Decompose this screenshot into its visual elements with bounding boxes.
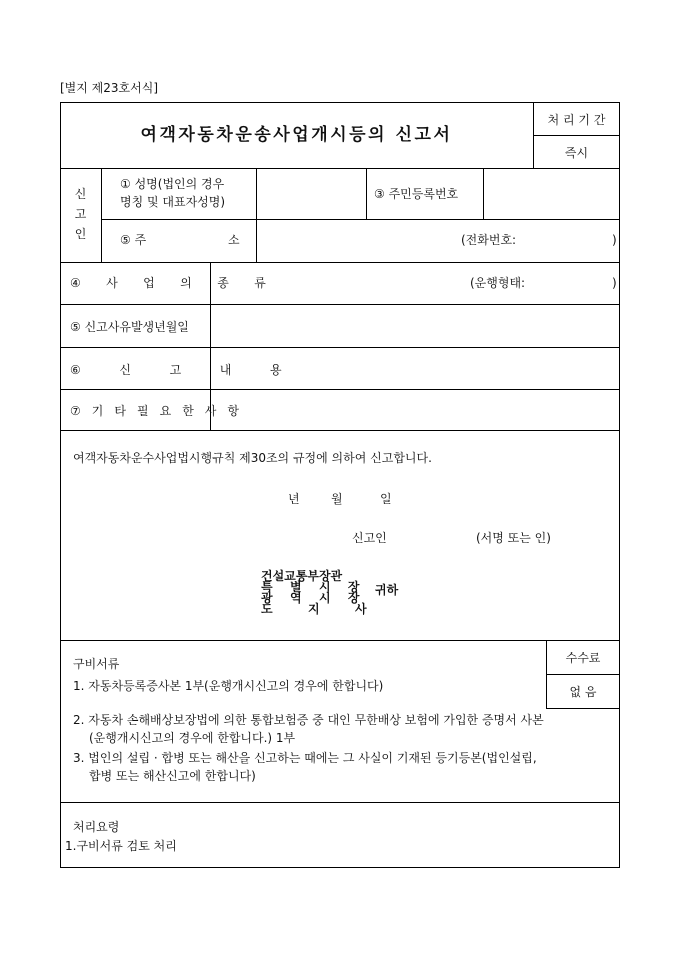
divider bbox=[60, 802, 620, 803]
name-label-cont: 명칭 및 대표자성명) bbox=[120, 195, 226, 209]
date-month: 월 bbox=[331, 492, 343, 506]
applicant-label-3: 인 bbox=[74, 227, 87, 241]
form-code: [별지 제23호서식] bbox=[60, 81, 158, 95]
procedure-heading: 처리요령 bbox=[73, 820, 120, 834]
phone-close: ) bbox=[612, 233, 617, 247]
address-label-end: 소 bbox=[228, 233, 240, 247]
processing-period-label: 처 리 기 간 bbox=[547, 113, 606, 127]
document-item-2: 2. 자동차 손해배상보장법에 의한 통합보험증 중 대인 무한배상 보험에 가입한 증명서 사본 bbox=[73, 713, 544, 727]
documents-heading: 구비서류 bbox=[73, 657, 120, 671]
divider bbox=[60, 304, 620, 305]
procedure-item-1: 1.구비서류 검토 처리 bbox=[65, 839, 177, 853]
applicant-label-1: 신 bbox=[74, 187, 87, 201]
rrn-label: ③ 주민등록번호 bbox=[374, 187, 459, 201]
date-year: 년 bbox=[288, 492, 300, 506]
divider bbox=[60, 430, 620, 431]
operation-label: (운행형태: bbox=[470, 276, 526, 290]
authority-governor: 도 지 사 bbox=[261, 602, 383, 616]
divider bbox=[366, 168, 367, 219]
fee-value: 없 음 bbox=[569, 685, 597, 699]
divider bbox=[60, 347, 620, 348]
authority-minister: 건설교통부장관 bbox=[261, 569, 343, 583]
date-label: ⑤ 신고사유발생년월일 bbox=[70, 320, 189, 334]
other-label: ⑦ 기 타 필 요 한 사 항 bbox=[70, 404, 243, 418]
date-day: 일 bbox=[380, 492, 392, 506]
divider bbox=[546, 674, 620, 675]
document-item-3: 3. 법인의 설립 · 합병 또는 해산을 신고하는 때에는 그 사실이 기재된 등기등본(법인설립, bbox=[73, 751, 537, 765]
phone-label: (전화번호: bbox=[461, 233, 517, 247]
signature-label: (서명 또는 인) bbox=[476, 531, 551, 545]
authority-metro-city: 광 역 시 장 bbox=[261, 591, 367, 605]
divider bbox=[60, 168, 620, 169]
reporter-label: 신고인 bbox=[352, 531, 387, 545]
address-label: ⑤ 주 bbox=[120, 233, 147, 247]
document-item-3-cont: 합병 또는 해산신고에 한합니다) bbox=[89, 769, 256, 783]
divider bbox=[60, 262, 620, 263]
operation-close: ) bbox=[612, 276, 617, 290]
divider bbox=[546, 708, 620, 709]
honorific: 귀하 bbox=[375, 583, 399, 597]
divider bbox=[101, 219, 620, 220]
fee-label: 수수료 bbox=[565, 651, 601, 665]
divider bbox=[60, 389, 620, 390]
declaration-statement: 여객자동차운수사업법시행규칙 제30조의 규정에 의하여 신고합니다. bbox=[73, 451, 432, 465]
name-label: ① 성명(법인의 경우 bbox=[120, 177, 225, 191]
divider bbox=[101, 168, 102, 262]
document-item-2-cont: (운행개시신고의 경우에 한합니다.) 1부 bbox=[89, 731, 296, 745]
divider bbox=[60, 640, 620, 641]
authority-special-city: 특 별 시 장 bbox=[261, 580, 367, 594]
document-item-1: 1. 자동차등록증사본 1부(운행개시신고의 경우에 한합니다) bbox=[73, 679, 384, 693]
content-label: ⑥ 신 고 내 용 bbox=[70, 363, 299, 377]
applicant-label-2: 고 bbox=[74, 207, 87, 221]
processing-period-value: 즉시 bbox=[564, 146, 589, 160]
business-type-label: ④ 사 업 의 종 류 bbox=[70, 276, 277, 290]
divider bbox=[533, 135, 620, 136]
divider bbox=[256, 168, 257, 262]
form-title: 여객자동차운송사업개시등의 신고서 bbox=[140, 125, 453, 145]
divider bbox=[483, 168, 484, 219]
